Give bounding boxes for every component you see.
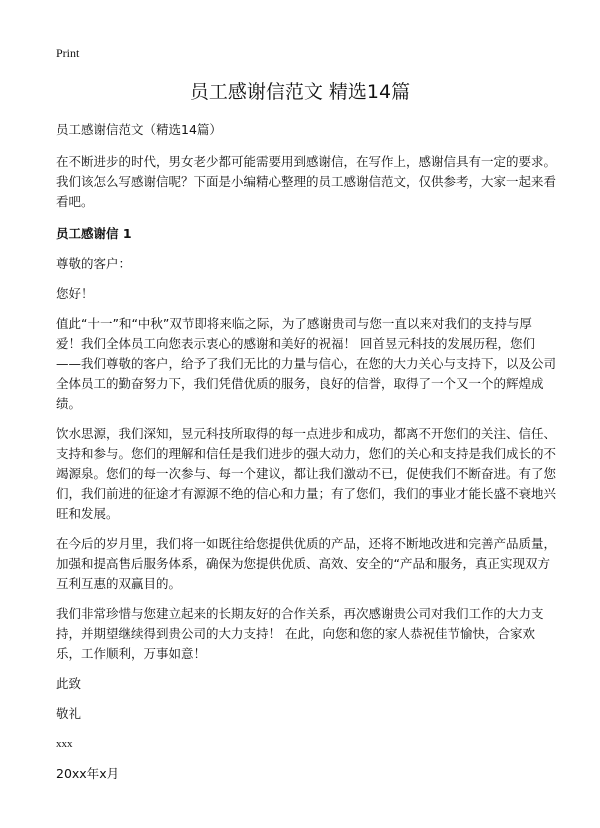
intro-paragraph: 在不断进步的时代，男女老少都可能需要用到感谢信，在写作上，感谢信具有一定的要求。我们该怎么写感谢信呢？下面是小编精心整理的员工感谢信范文，仅供参考，大家一起来看看吧。 — [56, 154, 557, 209]
document-subtitle: 员工感谢信范文（精选14篇） — [56, 122, 222, 137]
body-paragraph-2: 饮水思源，我们深知，昱元科技所取得的每一点进步和成功，都离不开您们的关注、信任、支持和参与。您们的理解和信任是我们进步的强大动力，您们的关心和支持是我们成长的不竭源泉。您们的每一次参与、每一个建议，都让我们激动不已，促使我们不断奋进。有了您们，我们前进的征途才有源源不绝的信心和力量；有了您们，我们的事业才能长盛不衰地兴旺和发展。 — [56, 426, 557, 521]
document-body — [56, 120, 556, 794]
body-paragraph-4: 我们非常珍惜与您建立起来的长期友好的合作关系，再次感谢贵公司对我们工作的大力支持，并期望继续得到贵公司的大力支持！ 在此，向您和您的家人恭祝佳节愉快，合家欢乐，工作顺利，万事如意！ — [56, 606, 544, 661]
closing-line-1: 此致 — [56, 676, 82, 691]
signature: xxx — [56, 738, 73, 750]
section-heading: 员工感谢信 1 — [56, 226, 132, 241]
salutation: 尊敬的客户： — [56, 256, 132, 271]
body-paragraph-1: 值此“十一”和“中秋”双节即将来临之际，为了感谢贵司与您一直以来对我们的支持与厚爱！我们全体员工向您表示衷心的感谢和美好的祝福！ 回首昱元科技的发展历程，您们——我们尊敬的客户，给予了我们无比的力量与信心，在您的大力关心与支持下，以及公司全体员工的勤奋努力下，我们凭借优质的服务，良好的信誉，取得了一个又一个的辉煌成绩。 — [56, 316, 557, 411]
closing-line-2: 敬礼 — [56, 706, 82, 721]
greeting: 您好！ — [56, 286, 94, 301]
page-title: 员工感谢信范文 精选14篇 — [189, 81, 411, 103]
print-label: Print — [56, 46, 80, 60]
date-line: 20xx年x月 — [56, 766, 120, 781]
body-paragraph-3: 在今后的岁月里，我们将一如既往给您提供优质的产品，还将不断地改进和完善产品质量，加强和提高售后服务体系，确保为您提供优质、高效、安全的“产品和服务，真正实现双方互利互惠的双赢目的。 — [56, 536, 557, 591]
